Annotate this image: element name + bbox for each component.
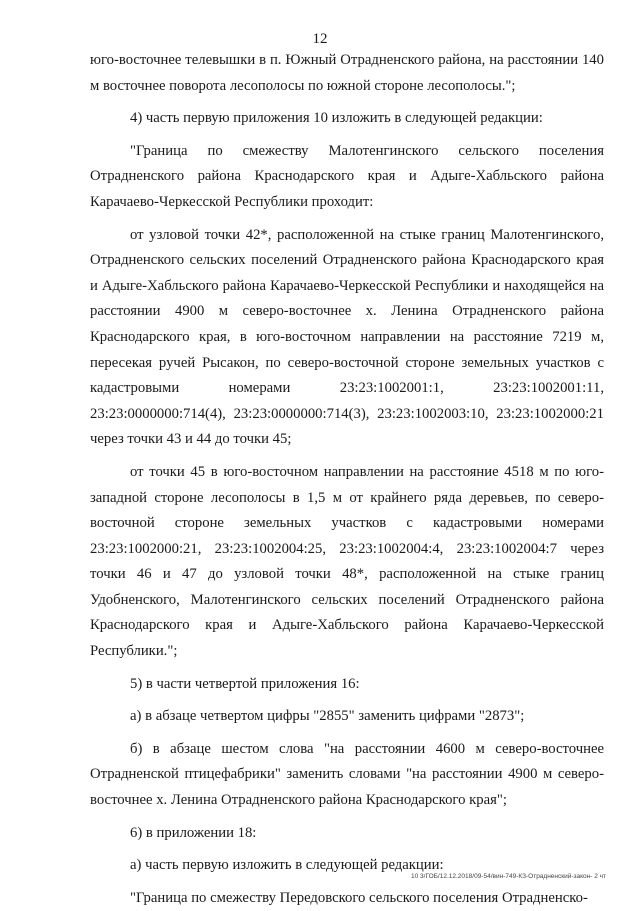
footer-reference: 10 3/ГОБ/12.12.2018/09-54/вин-749-КЗ-Отрадненский-закон- 2 чт bbox=[411, 873, 606, 880]
paragraph-subitem-a: а) в абзаце четвертом цифры "2855" заменить цифрами "2873"; bbox=[130, 708, 525, 725]
paragraph-item-6: 6) в приложении 18: bbox=[130, 824, 257, 841]
paragraph-subitem-b: б) в абзаце шестом слова "на расстоянии 4600 м северо-восточнее Отрадненской птицефабрики" заменить словами "на расстоянии 4900 м северо-восточнее х. Ленина Отрадненского района Краснодарского края"; bbox=[90, 740, 604, 809]
document-body bbox=[90, 48, 604, 911]
paragraph-border-intro: "Граница по смежеству Малотенгинского сельского поселения Отрадненского района Краснодарского края и Адыге-Хабльского района Карачаево-Черкесской Республики проходит: bbox=[90, 142, 604, 210]
page-number: 12 bbox=[312, 31, 328, 47]
paragraph-from-point-42: от узловой точки 42*, расположенной на стыке границ Малотенгинского, Отрадненского сельских поселений Отрадненского района Краснодарского края и Адыге-Хабльского района Карачаево-Черкесской Республики и находящейся на расстоянии 4900 м северо-восточнее х. Ленина Отрадненского района Краснодарского края, в юго-восточном направлении на расстояние 7219 м, пересекая ручей Рысакон, по северо-восточной стороне земельных участков с кадастровыми номерами 23:23:1002001:1, 23:23:1002001:11, 23:23:0000000:714(4), 23:23:0000000:714(3), 23:23:1002003:10, 23:23:1002000:21 через точки 43 и 44 до точки 45; bbox=[90, 226, 604, 448]
paragraph-continuation: юго-восточнее телевышки в п. Южный Отрадненского района, на расстоянии 140 м восточнее поворота лесополосы по южной стороне лесополосы."; bbox=[90, 52, 604, 94]
paragraph-from-point-45: от точки 45 в юго-восточном направлении на расстояние 4518 м по юго-западной стороне лесополосы в 1,5 м от крайнего ряда деревьев, по северо-восточной стороне земельных участков с кадастровыми номерами 23:23:1002000:21, 23:23:1002004:25, 23:23:1002004:4, 23:23:1002004:7 через точки 46 и 47 до узловой точки 48*, расположенной на стыке границ Удобненского, Малотенгинского сельских поселений Отрадненского района Краснодарского края и Адыге-Хабльского района Карачаево-Черкесской Республики."; bbox=[90, 463, 604, 660]
paragraph-item-5: 5) в части четвертой приложения 16: bbox=[130, 675, 360, 692]
paragraph-border-peredovskoe: "Граница по смежеству Передовского сельского поселения Отрадненско- bbox=[130, 889, 588, 906]
paragraph-subitem-a-2: а) часть первую изложить в следующей редакции: bbox=[130, 857, 444, 874]
paragraph-item-4: 4) часть первую приложения 10 изложить в следующей редакции: bbox=[130, 110, 543, 127]
